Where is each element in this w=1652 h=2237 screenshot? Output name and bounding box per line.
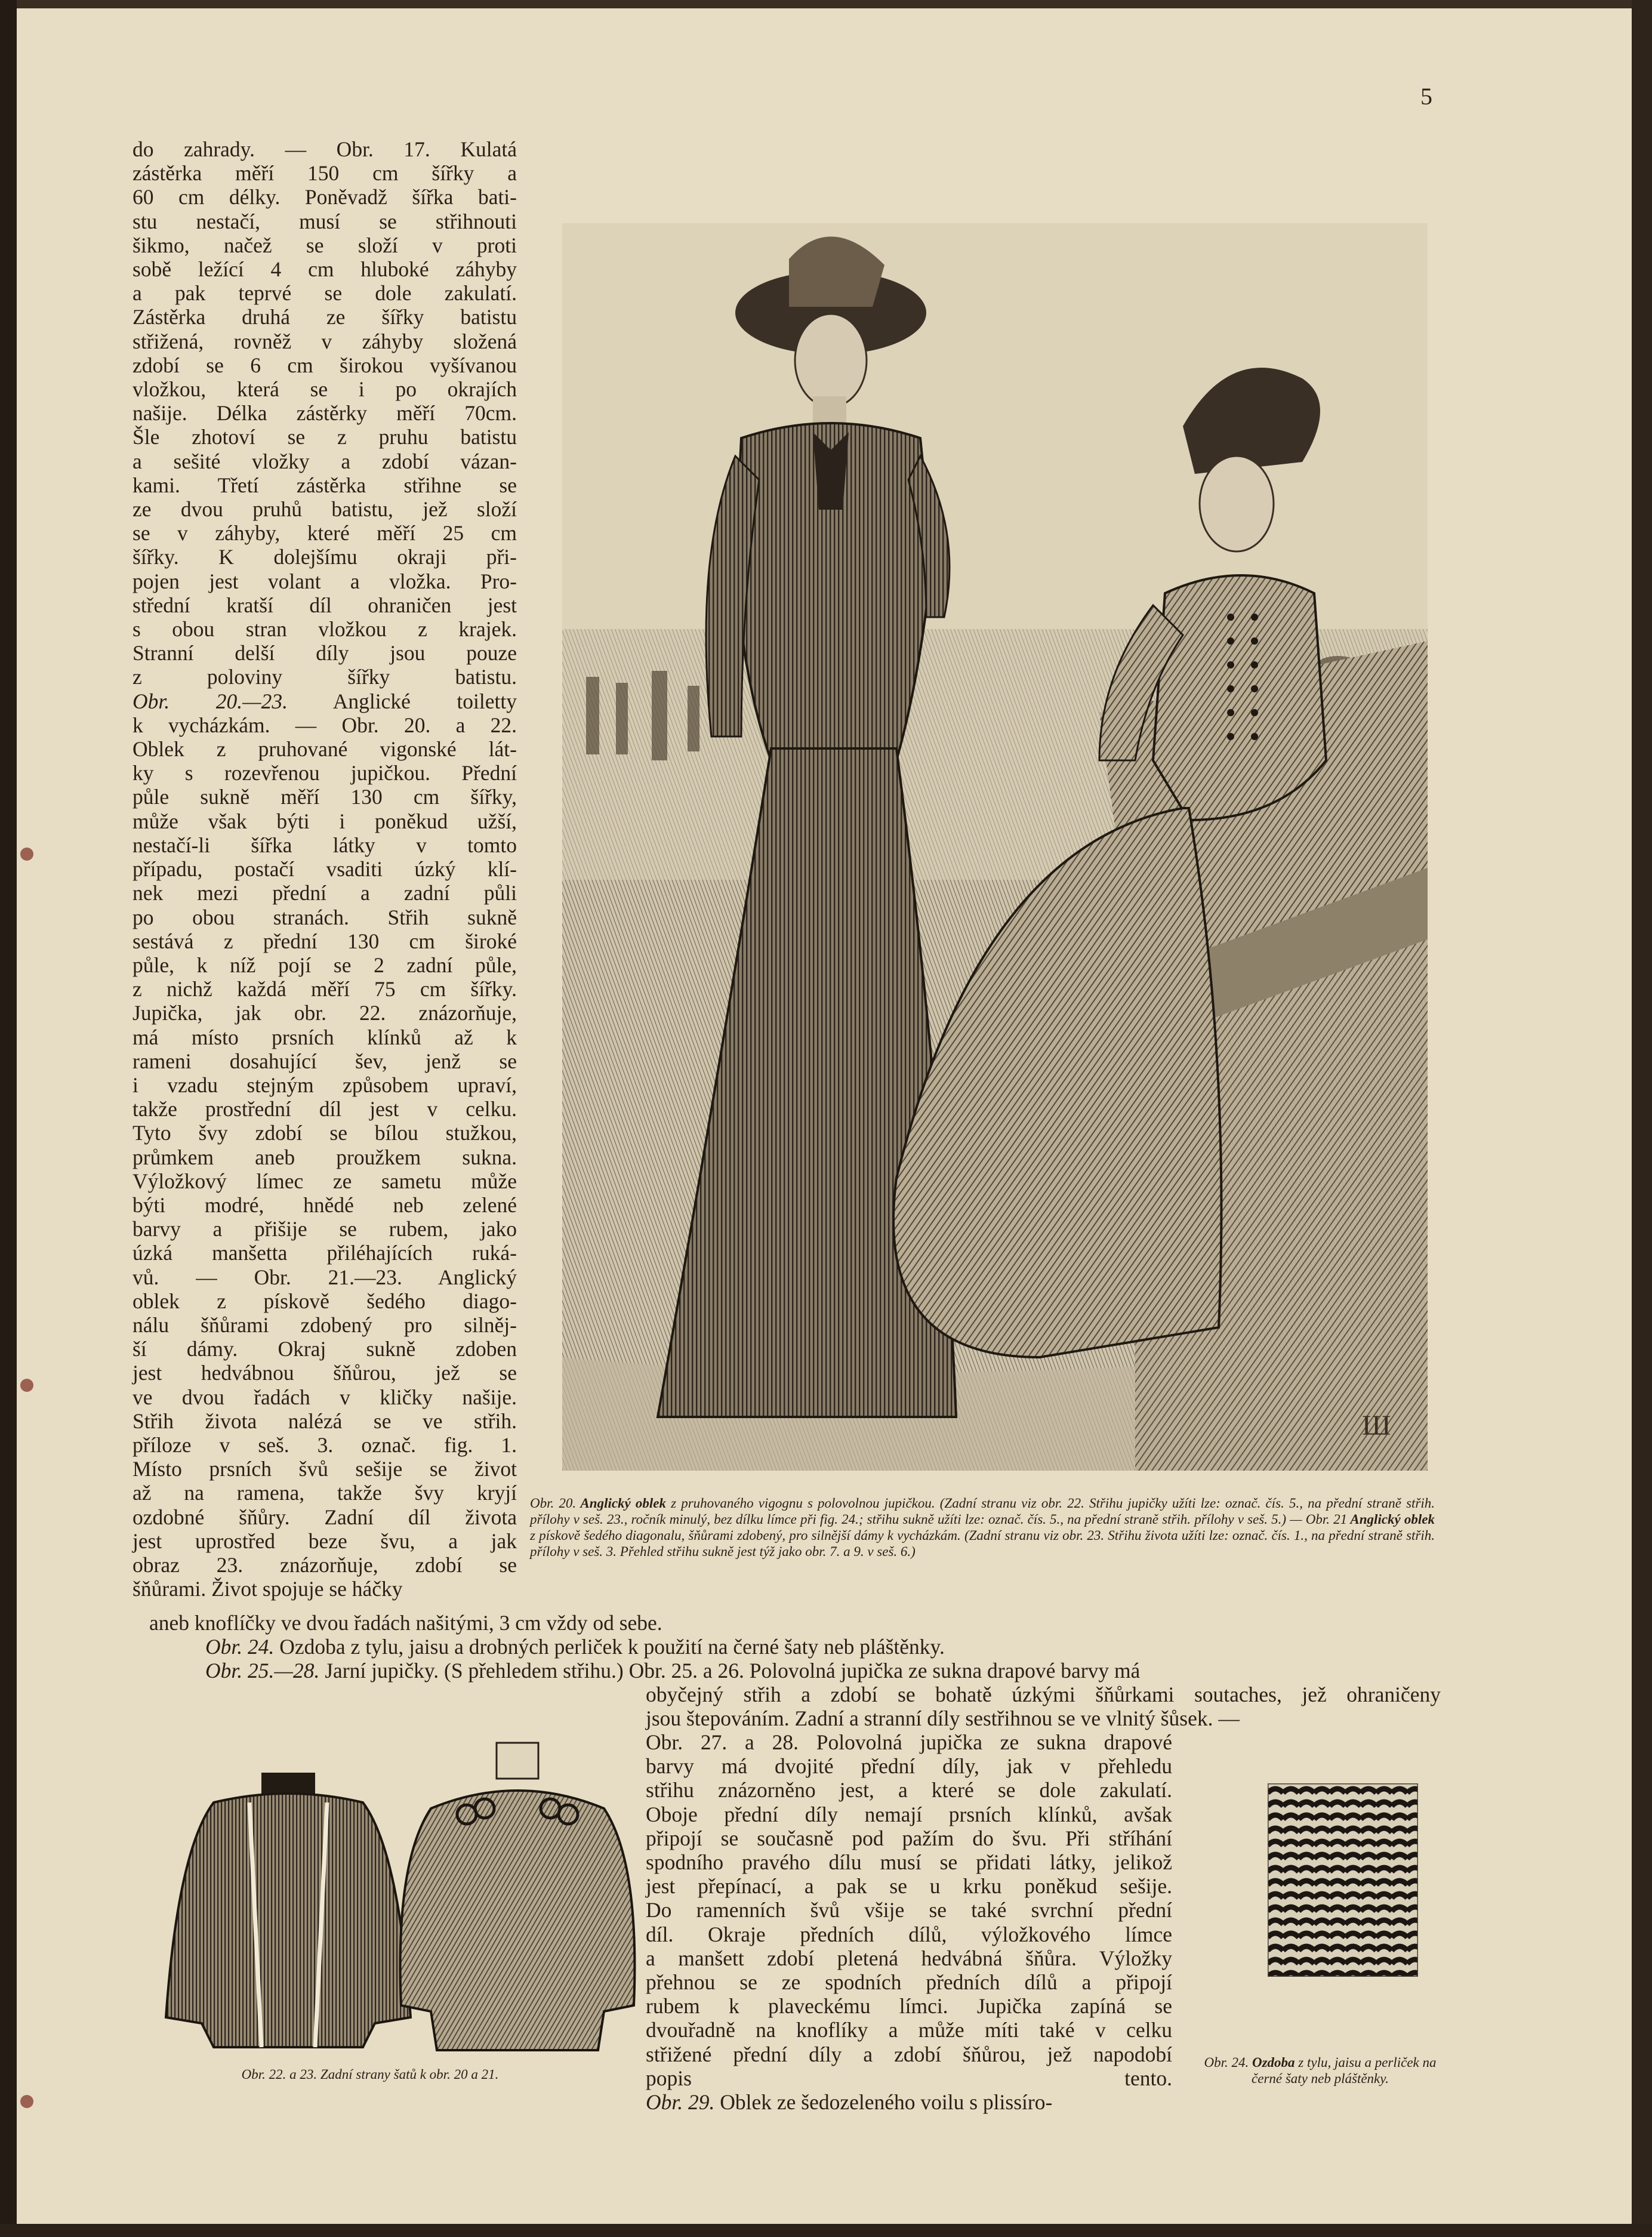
caption-text: z pruhovaného vigognu s polovolnou jupičkou. (Zadní stranu viz obr. 22. Střihu jupičky užíti lze: označ. čís. 5., na přední straně střih. přílohy v seš. 23., ročník minulý, bez dílku límce při fig. 24.; střihu sukně užíti lze: označ. čís. 5., na přední straně střih. přílohy v seš. 5.) — Obr. 21 (530, 1496, 1435, 1527)
caption-label: Obr. 20. (530, 1496, 577, 1511)
figure-reference: Obr. 24. (205, 1635, 275, 1659)
text-line: nek mezi přední a zadní půli (132, 881, 517, 905)
caption-text: z tylu, jaisu a perliček na černé šaty neb pláštěnky. (1252, 2055, 1437, 2086)
text-line: rameni dosahující šev, jenž se (132, 1049, 517, 1073)
text-line: šířky. K dolejšímu okraji při- (132, 545, 517, 569)
text-line: Obr. 20.—23. Anglické toiletty (132, 689, 517, 713)
text-line: ozdobné šňůry. Zadní díl života (132, 1505, 517, 1529)
artist-monogram: Ш (1362, 1410, 1391, 1441)
text-line: barvy a přišije se rubem, jako (132, 1217, 517, 1241)
figure-reference: Obr. 25.—28. (205, 1659, 320, 1683)
corded-jacket-back-illustration (389, 1731, 646, 2053)
text-line: a manšett zdobí pletená hedvábná šňůra. Výložky (646, 1946, 1172, 1970)
caption-bold: Anglický oblek (576, 1496, 666, 1511)
text-line: do zahrady. — Obr. 17. Kulatá (132, 137, 517, 161)
text-line: pojen jest volant a vložka. Pro- (132, 569, 517, 593)
text-line: přehnou se ze spodních předních dílů a připojí (646, 1970, 1172, 1995)
text-line: kami. Třetí zástěrka střihne se (132, 473, 517, 497)
line-text: Jarní jupičky. (S přehledem střihu.) Obr. 25. a 26. Polovolná jupička ze sukna drapové barvy má (319, 1659, 1141, 1683)
text-line: šňůrami. Život spojuje se háčky (132, 1577, 403, 1601)
ornament-swatch-illustration (1268, 1783, 1418, 1977)
text-line: průmkem aneb proužkem sukna. (132, 1145, 517, 1169)
text-line: Šle zhotoví se z pruhu batistu (132, 425, 517, 449)
text-line: a sešité vložky a zdobí vázan- (132, 449, 517, 473)
text-line: se v záhyby, které měří 25 cm (132, 521, 517, 546)
text-line: s obou stran vložkou z krajek. (132, 617, 517, 642)
text-line: půle, k níž pojí se 2 zadní půle, (132, 953, 517, 977)
text-line: z poloviny šířky batistu. (132, 665, 517, 689)
text-line: dvouřadně na knoflíky a může míti také v celku (646, 2018, 1172, 2042)
text-line: i vzadu stejným způsobem upraví, (132, 1073, 517, 1097)
text-line: spodního pravého dílu musí se přidati látky, jelikož (646, 1850, 1172, 1875)
text-line: Zástěrka druhá ze šířky batistu (132, 305, 517, 329)
scan-edge-top (0, 0, 1652, 8)
text-line: našije. Délka zástěrky měří 70cm. (132, 401, 517, 426)
binding-mark (20, 2095, 33, 2108)
text-line: a pak teprvé se dole zakulatí. (132, 281, 517, 306)
text-line: až na ramena, takže švy kryjí (132, 1481, 517, 1505)
text-line: Jupička, jak obr. 22. znázorňuje, (132, 1001, 517, 1025)
text-line: Stranní delší díly jsou pouze (132, 641, 517, 665)
text-line: příloze v seš. 3. označ. fig. 1. (132, 1432, 517, 1457)
text-line: Výložkový límec ze sametu může (132, 1169, 517, 1193)
text-line: vložkou, která se i po okrajích (132, 377, 517, 402)
text-line: barvy má dvojité přední díly, jak v přehledu (646, 1754, 1172, 1779)
caption-bold: Ozdoba (1249, 2055, 1295, 2070)
text-line: Střih života nalézá se ve střih. (132, 1409, 517, 1433)
text-line: střihu znázorněno jest, a které se dole zakulatí. (646, 1778, 1172, 1802)
text-line: Do ramenních švů všije se také svrchní přední (646, 1898, 1172, 1922)
text-line: ky s rozevřenou jupičkou. Přední (132, 761, 517, 785)
page-number: 5 (1420, 83, 1432, 110)
text-line: ší dámy. Okraj sukně zdoben (132, 1337, 517, 1361)
text-line: nálu šňůrami zdobený pro silněj- (132, 1312, 517, 1337)
text-line: z nichž každá měří 75 cm šířky. (132, 977, 517, 1002)
text-line: případu, postačí vsaditi úzký klí- (132, 857, 517, 882)
text-line: vů. — Obr. 21.—23. Anglický (132, 1265, 517, 1289)
full-width-line (205, 1659, 1459, 1683)
text-line: 60 cm délky. Poněvadž šířka bati- (132, 185, 517, 209)
binding-mark (20, 1379, 33, 1392)
caption-text: z pískově šedého diagonalu, šňůrami zdobený, pro silnější dámy k vycházkám. (Zadní stranu viz obr. 23. Střihu života užíti lze: označ. čís. 1., na přední straně střih. přílohy v seš. 3. Přehled střihu sukně jest týž jako obr. 7. a 9. v seš. 6.) (530, 1528, 1435, 1559)
full-width-line (205, 1635, 1190, 1659)
text-line: střižené přední díly a zdobí šňůrou, jež napodobí (646, 2042, 1172, 2066)
text-line: rubem k plaveckému límci. Jupička zapíná se (646, 1994, 1172, 2019)
text-line: střední kratší díl ohraničen jest (132, 593, 517, 617)
text-line: stu nestačí, musí se střihnouti (132, 209, 517, 233)
text-line: Místo prsních švů sešije se život (132, 1457, 517, 1481)
main-figure-caption (530, 1495, 1435, 1560)
text-line: šikmo, načež se složí v proti (132, 233, 517, 257)
text-line: po obou stranách. Střih sukně (132, 905, 517, 929)
right-column-top-text (646, 1683, 1441, 1730)
text-line: střižená, rovněž v záhyby složená (132, 329, 517, 353)
fig24-caption (1201, 2054, 1440, 2087)
text-line: půle sukně měří 130 cm šířky, (132, 785, 517, 809)
line-text: aneb knoflíčky ve dvou řadách našitými, 3 cm vždy od sebe. (149, 1611, 662, 1635)
text-line: úzká manšetta přiléhajících ruká- (132, 1241, 517, 1265)
figure-reference: Obr. 20.—23. (132, 689, 288, 713)
text-line: Tyto švy zdobí se bílou stužkou, (132, 1121, 517, 1145)
text-line: zdobí se 6 cm širokou vyšívanou (132, 353, 517, 377)
text-line: takže prostřední díl jest v celku. (132, 1097, 517, 1121)
text-line: Oblek z pruhované vigonské lát- (132, 737, 517, 762)
text-line: býti modré, hnědé neb zelené (132, 1193, 517, 1217)
text-line: může však býti i poněkud užší, (132, 809, 517, 833)
caption-label: Obr. 24. (1204, 2055, 1249, 2070)
text-line: obyčejný střih a zdobí se bohatě úzkými šňůrkami soutaches, jež ohraničeny (646, 1683, 1441, 1706)
text-line: Oboje přední díly nemají prsních klínků, avšak (646, 1802, 1172, 1826)
scan-edge-right (1632, 0, 1652, 2237)
text-line: ve dvou řadách v kličky našije. (132, 1385, 517, 1409)
full-width-line (149, 1611, 1200, 1635)
text-line: k vycházkám. — Obr. 20. a 22. (132, 713, 517, 737)
text-line: ze dvou pruhů batistu, jež složí (132, 497, 517, 522)
line-text: Ozdoba z tylu, jaisu a drobných perliček k použití na černé šaty neb pláštěnky. (274, 1635, 945, 1659)
text-line: jest hedvábnou šňůrou, jež se (132, 1361, 517, 1385)
text-line: popis tento. (646, 2066, 1172, 2090)
text-line: má místo prsních klínků až k (132, 1025, 517, 1049)
text-line: oblek z pískově šedého diago- (132, 1289, 517, 1313)
text-line: jsou štepováním. Zadní a stranní díly sestřihnou se ve vlnitý šůsek. — (646, 1706, 1240, 1731)
text-line: sobě ležící 4 cm hluboké záhyby (132, 257, 517, 282)
scan-edge-bottom (0, 2224, 1652, 2237)
text-line: Obr. 27. a 28. Polovolná jupička ze sukna drapové (646, 1730, 1172, 1754)
fashion-plate-illustration (562, 223, 1428, 1471)
left-column-text (132, 137, 517, 1601)
middle-column-text (646, 1730, 1172, 2114)
text-line: obraz 23. znázorňuje, zdobí se (132, 1552, 517, 1577)
scan-edge-left (0, 0, 17, 2237)
text-line: nestačí-li šířka látky v tomto (132, 833, 517, 857)
text-line: jest přepínací, a pak se u krku poněkud sešije. (646, 1874, 1172, 1899)
jacket-back-illustration (160, 1767, 417, 2053)
text-line: připojí se současně pod pažím do švu. Při stříhání (646, 1826, 1172, 1850)
text-line: sestává z přední 130 cm široké (132, 929, 517, 953)
caption-bold: Anglický oblek (1347, 1512, 1435, 1527)
text-line: zástěrka měří 150 cm šířky a (132, 161, 517, 186)
text-line: jest uprostřed beze švu, a jak (132, 1529, 517, 1553)
binding-mark (20, 848, 33, 861)
figure-reference: Obr. 29. (646, 2090, 715, 2115)
line-text: Oblek ze šedozeleného voilu s plissíro- (714, 2090, 1053, 2115)
text-line (646, 2090, 1172, 2114)
fig22-23-caption: Obr. 22. a 23. Zadní strany šatů k obr. 20 a 21. (241, 2067, 499, 2082)
text-line: díl. Okraje předních dílů, výložkového límce (646, 1922, 1172, 1946)
